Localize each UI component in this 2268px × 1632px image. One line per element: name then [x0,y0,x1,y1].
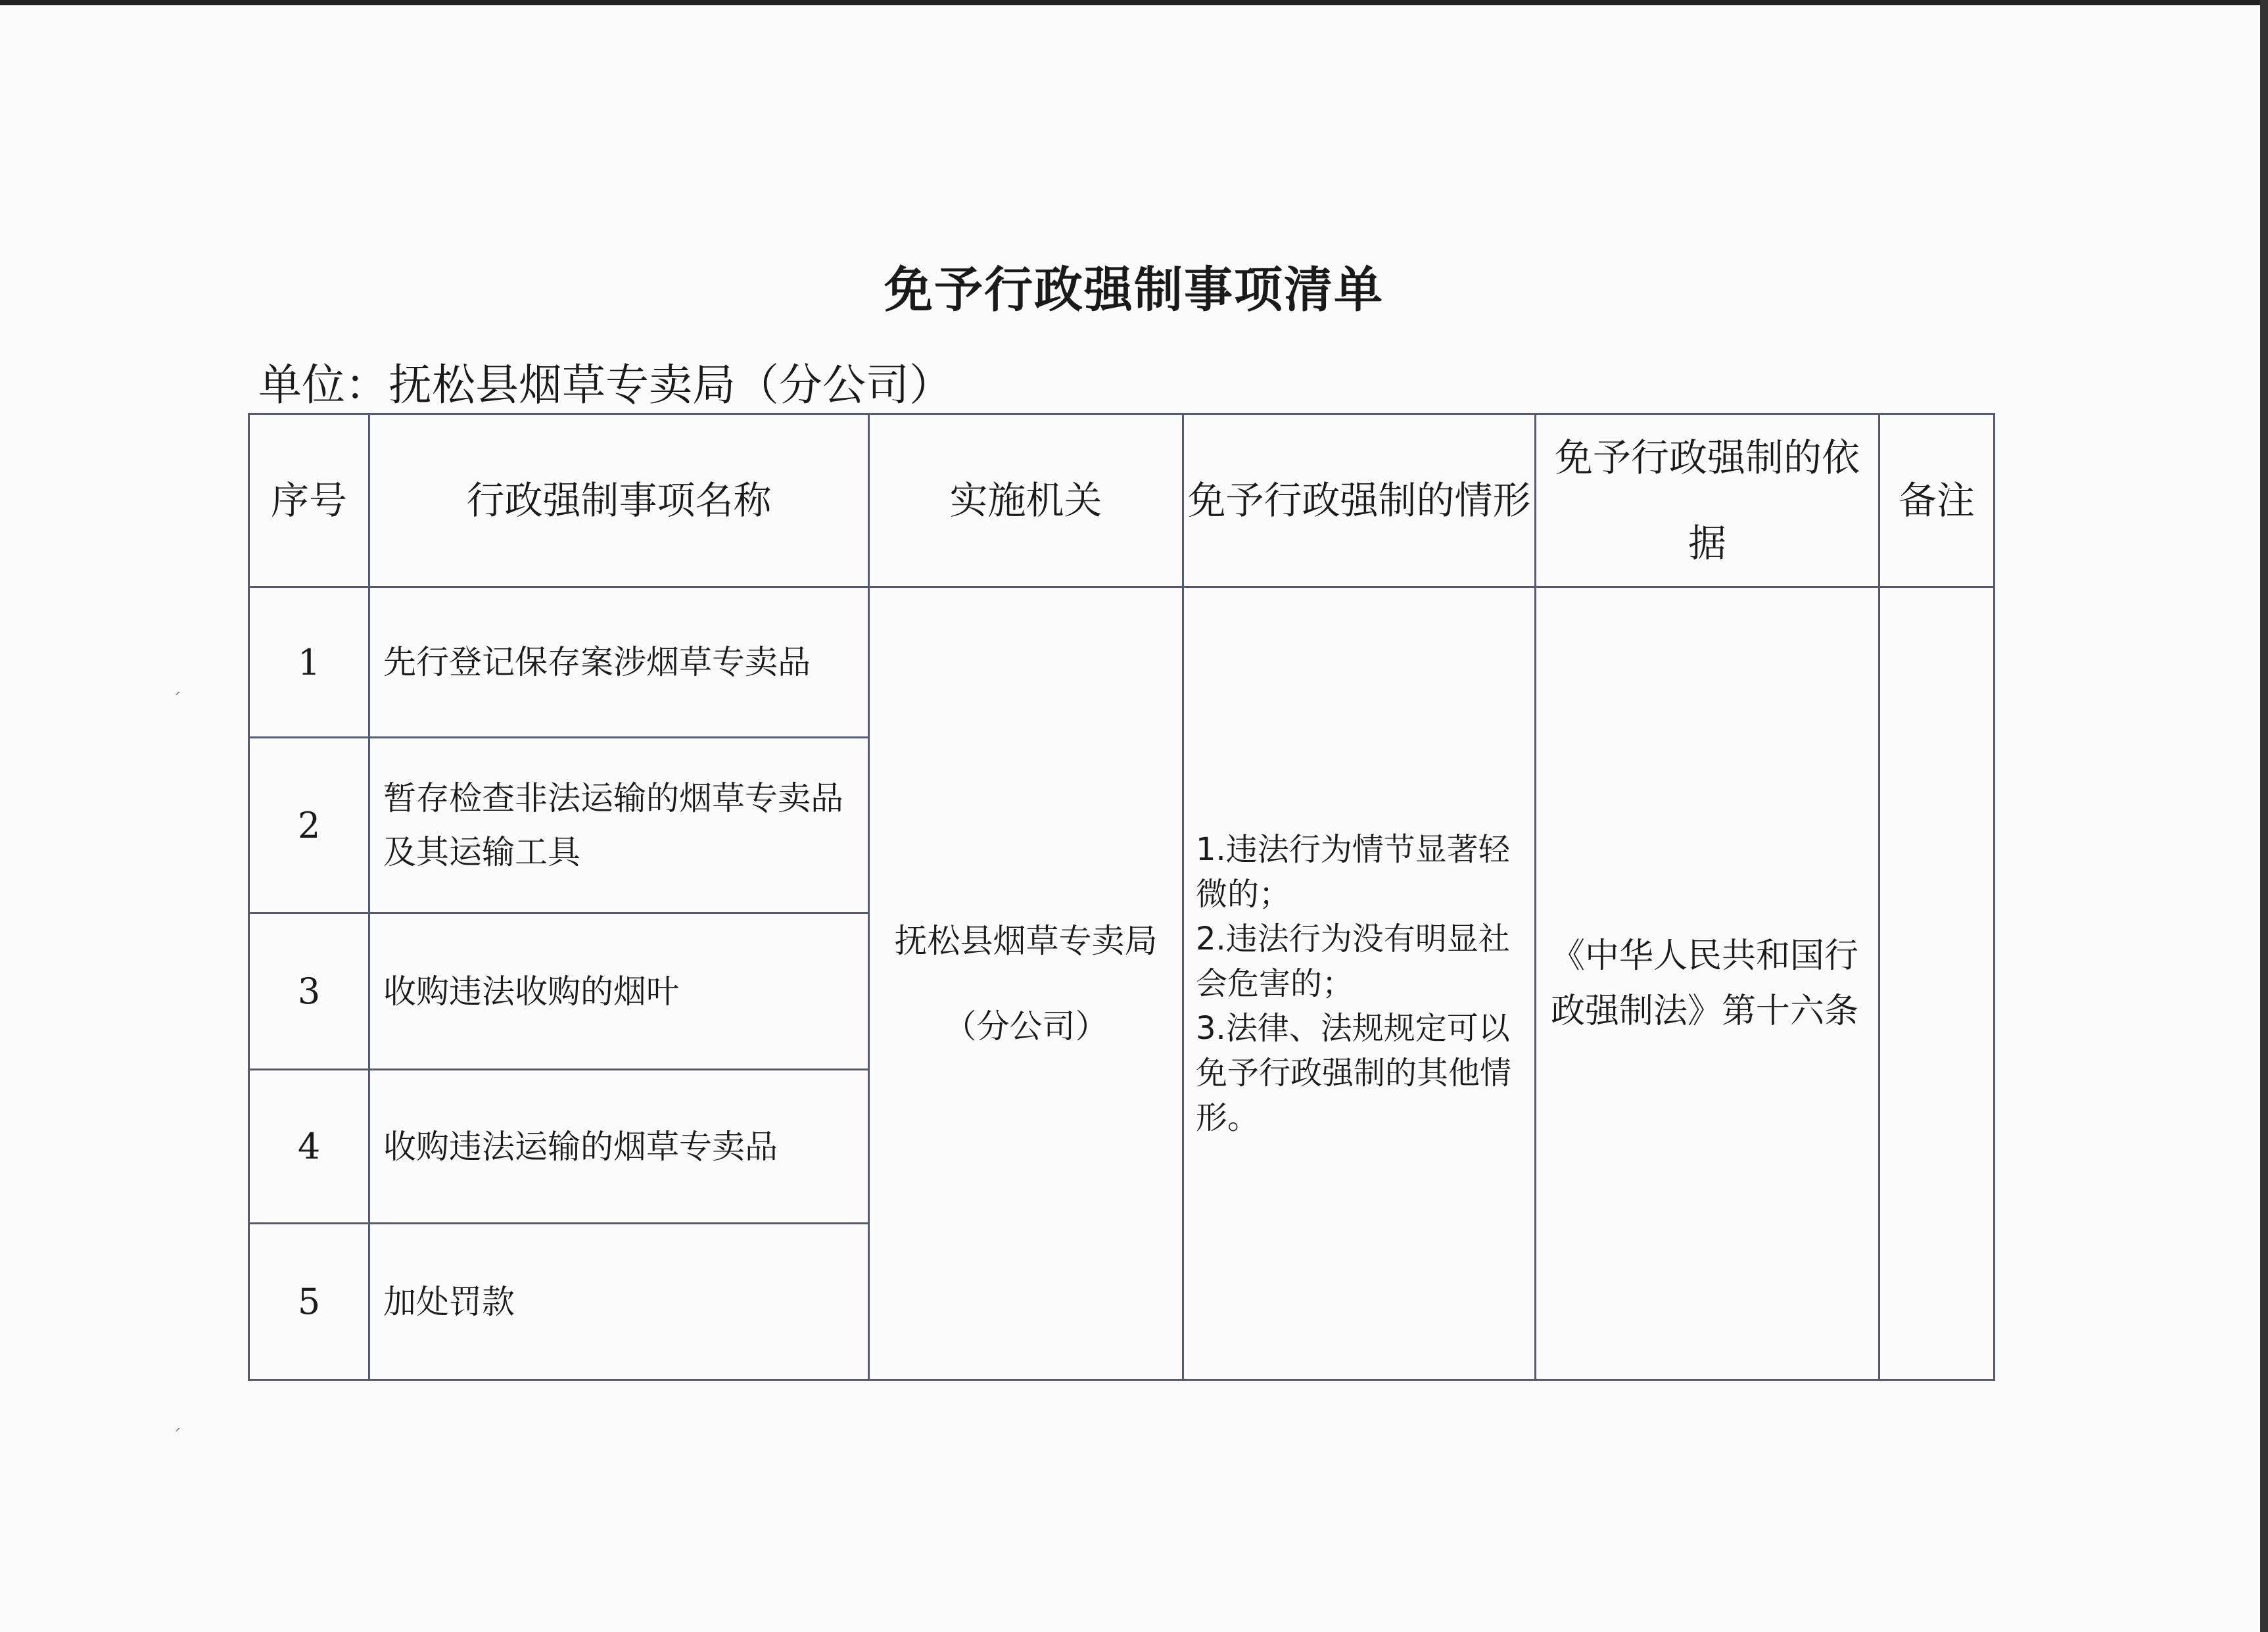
agency-cell: 抚松县烟草专卖局（分公司） [869,587,1183,1380]
header-seq: 序号 [249,414,369,587]
circumstance-item: 3.法律、法规规定可以免予行政强制的其他情形。 [1196,1009,1512,1136]
table-header-row [249,414,1995,587]
row-seq: 4 [249,1070,369,1224]
remarks-cell [1879,587,1995,1380]
table-row [249,587,1995,738]
header-item-name: 行政强制事项名称 [369,414,869,587]
row-item-name: 暂存检查非法运输的烟草专卖品及其运输工具 [369,738,869,913]
unit-line: 单位：抚松县烟草专卖局（分公司） [258,360,953,410]
row-seq: 1 [249,587,369,738]
row-item-name: 收购违法收购的烟叶 [369,913,869,1070]
row-item-name: 先行登记保存案涉烟草专卖品 [369,587,869,738]
row-seq: 5 [249,1224,369,1380]
row-seq: 3 [249,913,369,1070]
row-seq: 2 [249,738,369,913]
header-agency: 实施机关 [869,414,1183,587]
basis-cell: 《中华人民共和国行政强制法》第十六条 [1536,587,1879,1380]
document-title: 免予行政强制事项清单 [884,262,1384,318]
header-circumstances: 免予行政强制的情形 [1183,414,1536,587]
enforcement-exemption-table [248,413,1995,1381]
scan-speck: ˊ [172,1426,181,1447]
header-basis: 免予行政强制的依据 [1536,414,1879,587]
scan-edge-right [2260,0,2268,1632]
circumstances-cell [1183,587,1536,1380]
row-item-name: 加处罚款 [369,1224,869,1380]
scan-edge-top [0,0,2268,5]
row-item-name: 收购违法运输的烟草专卖品 [369,1070,869,1224]
circumstance-item: 2.违法行为没有明显社会危害的； [1196,920,1510,1002]
scan-speck: ˊ [172,689,181,711]
circumstance-item: 1.违法行为情节显著轻微的； [1196,830,1510,913]
header-remarks: 备注 [1879,414,1995,587]
